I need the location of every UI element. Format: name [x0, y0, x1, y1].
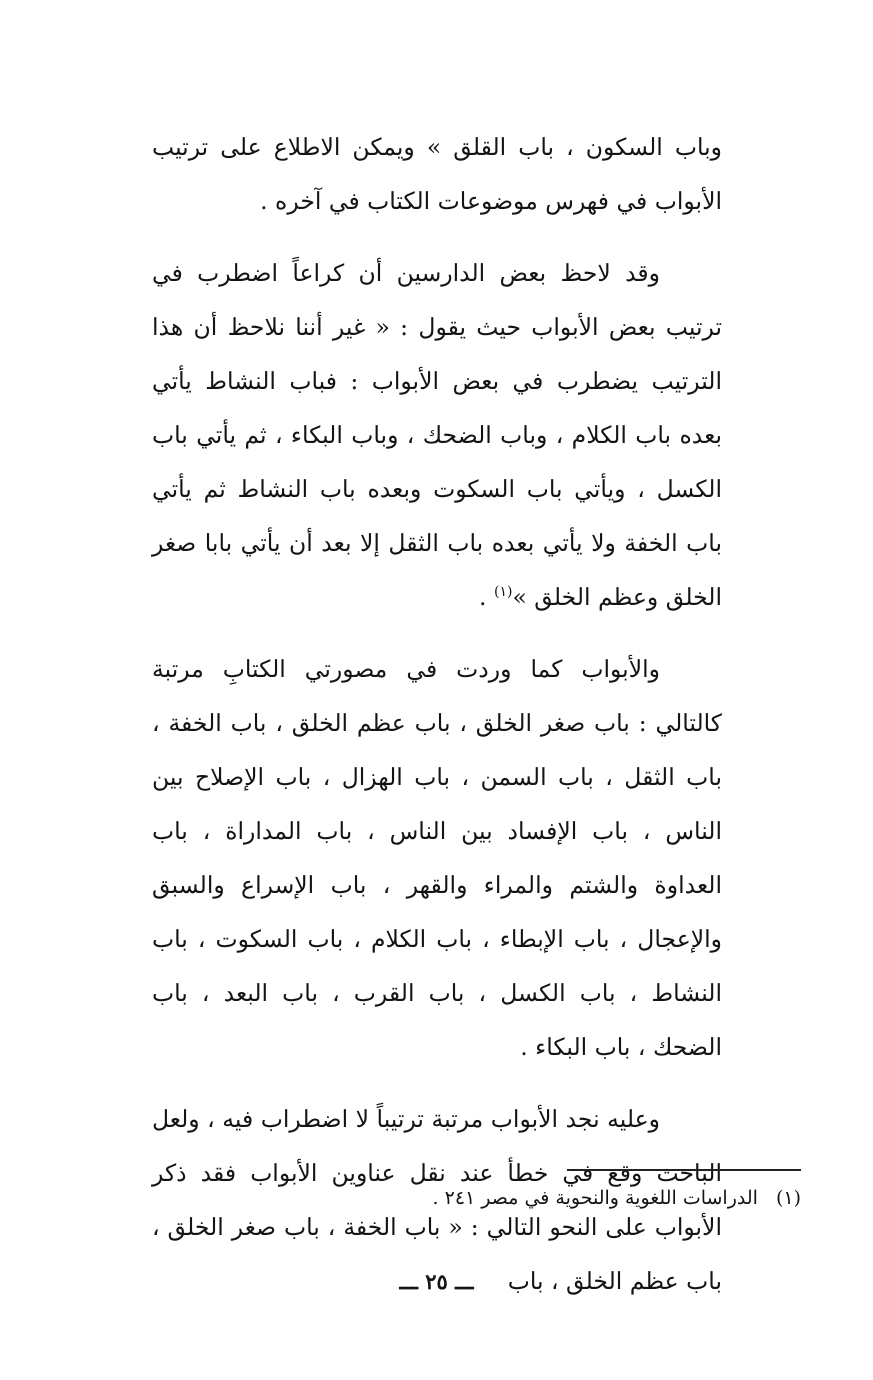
footnote-divider	[567, 1169, 801, 1171]
page-number: ـــ ٢٥ ـــ	[399, 1269, 474, 1294]
paragraph-4: وعليه نجد الأبواب مرتبة ترتيباً لا اضطراب فيه ، ولعل الباحث وقع في خطأ عند نقل عناوين الأبواب فقد ذكر الأبواب على النحو التالي : « باب الخفة ، باب صغر الخلق ، باب عظم الخلق ، باب	[152, 1105, 722, 1295]
footnote-reference: (١)	[493, 584, 513, 601]
footnote	[433, 1178, 801, 1218]
paragraph-2	[152, 246, 722, 624]
paragraph-3: والأبواب كما وردت في مصورتي الكتابِ مرتبة كالتالي : باب صغر الخلق ، باب عظم الخلق ، باب الخفة ، باب الثقل ، باب السمن ، باب الهزال ، باب الإصلاح بين الناس ، باب الإفساد بين الناس ، باب المداراة ، باب العداوة والشتم والمراء والقهر ، باب الإسراع والسبق والإعجال ، باب الإبطاء ، باب الكلام ، باب السكوت ، باب النشاط ، باب الكسل ، باب القرب ، باب البعد ، باب الضحك ، باب البكاء .	[152, 655, 722, 1061]
body-text	[152, 120, 722, 1326]
paragraph-2-tail: .	[479, 583, 494, 611]
paragraph-1: وباب السكون ، باب القلق » ويمكن الاطلاع على ترتيب الأبواب في فهرس موضوعات الكتاب في آخره .	[152, 133, 722, 215]
footnote-number: (١)	[775, 1187, 801, 1209]
paragraph-2-text: وقد لاحظ بعض الدارسين أن كراعاً اضطرب في ترتيب بعض الأبواب حيث يقول : « غير أننا نلاحظ أن هذا الترتيب يضطرب في بعض الأبواب : فباب النشاط يأتي بعده باب الكلام ، وباب الضحك ، وباب البكاء ، ثم يأتي باب الكسل ، ويأتي باب السكوت وبعده باب النشاط ثم يأتي باب الخفة ولا يأتي بعده باب الثقل إلا بعد أن يأتي بابا صغر الخلق وعظم الخلق »	[152, 259, 722, 611]
footnote-text: الدراسات اللغوية والنحوية في مصر ٢٤١ .	[432, 1187, 758, 1209]
